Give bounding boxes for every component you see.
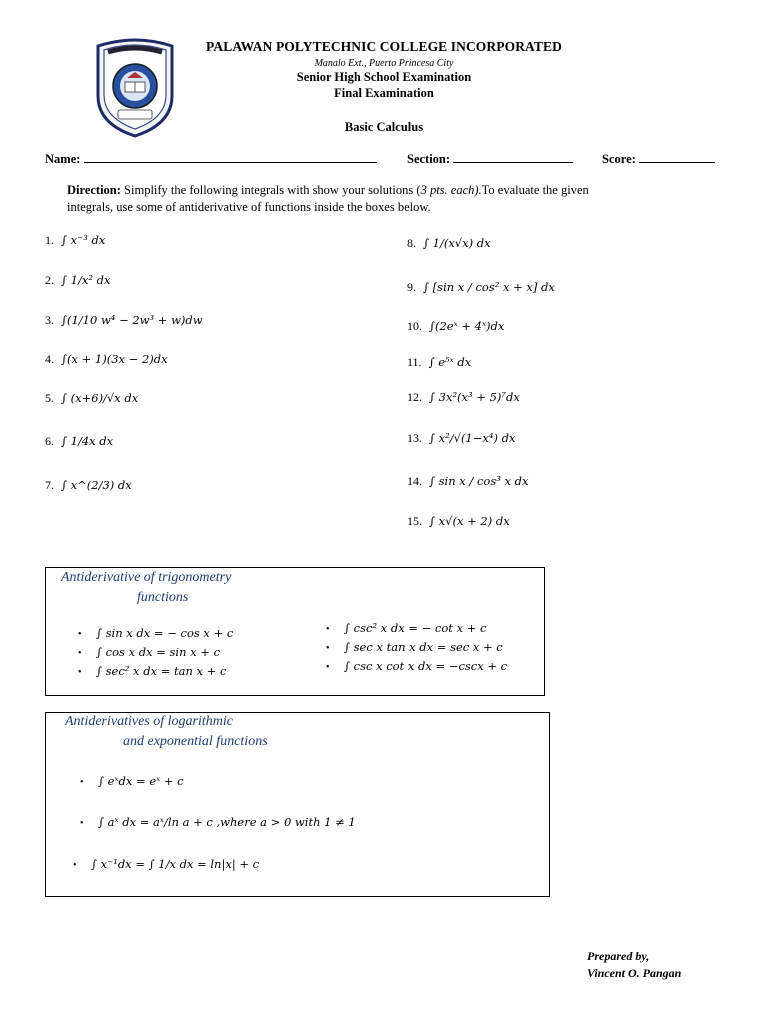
section-label: Section: (407, 152, 451, 166)
question-expression: ∫ x^(2/3) dx (61, 478, 132, 492)
direction-text: Simplify the following integrals with show your solutions ( (124, 183, 421, 197)
subject-title: Basic Calculus (344, 120, 424, 134)
score-blank[interactable] (639, 151, 715, 163)
list-item: • ∫ eˣdx = eˣ + c (80, 774, 184, 788)
trig-antiderivative-box (45, 567, 545, 696)
question-9 (407, 277, 555, 297)
question-5 (45, 388, 138, 408)
question-number: 5. (45, 391, 54, 405)
question-expression: ∫ x⁻³ dx (61, 233, 106, 247)
question-number: 2. (45, 273, 54, 287)
direction-line-1 (67, 183, 589, 198)
question-15 (407, 511, 510, 531)
question-number: 13. (407, 431, 422, 445)
question-1 (45, 230, 105, 250)
question-expression: ∫(2eˣ + 4ˣ)dx (429, 319, 505, 333)
name-blank[interactable] (84, 151, 377, 163)
question-number: 6. (45, 434, 54, 448)
question-2 (45, 270, 110, 290)
trig-left-list (78, 624, 233, 681)
trig-box-title-1: Antiderivative of trigonometry (61, 570, 232, 585)
question-expression: ∫ [sin x / cos² x + x] dx (423, 280, 555, 294)
question-10 (407, 316, 504, 336)
log-exp-antiderivative-box (45, 712, 550, 897)
prepared-by-label: Prepared by, (587, 949, 650, 963)
question-8 (407, 233, 491, 253)
question-number: 3. (45, 313, 54, 327)
question-number: 12. (407, 390, 422, 404)
school-address: Manalo Ext., Puerto Princesa City (314, 58, 454, 69)
direction-points: 3 pts. each). (420, 183, 482, 197)
direction-line-2: integrals, use some of antiderivative of functions inside the boxes below. (67, 200, 431, 214)
question-4 (45, 349, 168, 369)
question-7 (45, 475, 132, 495)
question-expression: ∫ (x+6)/√x dx (61, 391, 139, 405)
question-expression: ∫(1/10 w⁴ − 2w³ + w)dw (61, 313, 203, 327)
section-field[interactable] (407, 151, 573, 167)
question-number: 7. (45, 478, 54, 492)
question-number: 11. (407, 355, 422, 369)
trig-right-list (326, 619, 507, 676)
preparer-name: Vincent O. Pangan (587, 966, 682, 980)
question-expression: ∫(x + 1)(3x − 2)dx (61, 352, 168, 366)
list-item: • ∫ aˣ dx = aˣ/ln a + c ,where a > 0 with 1 ≠ 1 (80, 815, 356, 829)
list-item: • ∫ sec x tan x dx = sec x + c (326, 640, 503, 654)
question-expression: ∫ 1/x² dx (61, 273, 111, 287)
question-number: 1. (45, 233, 54, 247)
exam-type: Senior High School Examination (296, 70, 472, 84)
section-blank[interactable] (453, 151, 573, 163)
question-expression: ∫ 1/4x dx (61, 434, 114, 448)
trig-box-title-2: functions (137, 590, 189, 605)
direction-label: Direction: (67, 183, 121, 197)
question-number: 14. (407, 474, 422, 488)
question-expression: ∫ 1/(x√x) dx (423, 236, 491, 250)
log-box-title-2: and exponential functions (123, 734, 268, 749)
question-14 (407, 471, 528, 491)
question-6 (45, 431, 113, 451)
score-label: Score: (602, 152, 636, 166)
question-number: 8. (407, 236, 416, 250)
question-expression: ∫ x²/√(1−x⁴) dx (429, 431, 516, 445)
question-12 (407, 387, 520, 407)
list-item: • ∫ csc x cot x dx = −cscx + c (326, 659, 508, 673)
question-number: 4. (45, 352, 54, 366)
list-item: • ∫ cos x dx = sin x + c (78, 645, 221, 659)
list-item: • ∫ csc² x dx = − cot x + c (326, 621, 487, 635)
log-box-title-1: Antiderivatives of logarithmic (65, 714, 233, 729)
list-item: • ∫ sec² x dx = tan x + c (78, 664, 227, 678)
question-11 (407, 352, 471, 372)
question-expression: ∫ x√(x + 2) dx (429, 514, 510, 528)
list-item: • ∫ sin x dx = − cos x + c (78, 626, 234, 640)
question-expression: ∫ sin x / cos³ x dx (429, 474, 529, 488)
school-name: PALAWAN POLYTECHNIC COLLEGE INCORPORATED (206, 39, 562, 54)
list-item: • ∫ x⁻¹dx = ∫ 1/x dx = ln|x| + c (73, 857, 260, 871)
question-expression: ∫ e⁵ˣ dx (428, 355, 472, 369)
name-field[interactable] (45, 151, 377, 167)
question-13 (407, 428, 515, 448)
exam-title: Final Examination (334, 86, 434, 100)
question-number: 9. (407, 280, 416, 294)
score-field[interactable] (602, 151, 715, 167)
question-number: 10. (407, 319, 422, 333)
question-number: 15. (407, 514, 422, 528)
question-expression: ∫ 3x²(x³ + 5)⁷dx (429, 390, 520, 404)
name-label: Name: (45, 152, 81, 166)
question-3 (45, 310, 203, 330)
direction-text-after: To evaluate the given (481, 183, 589, 197)
